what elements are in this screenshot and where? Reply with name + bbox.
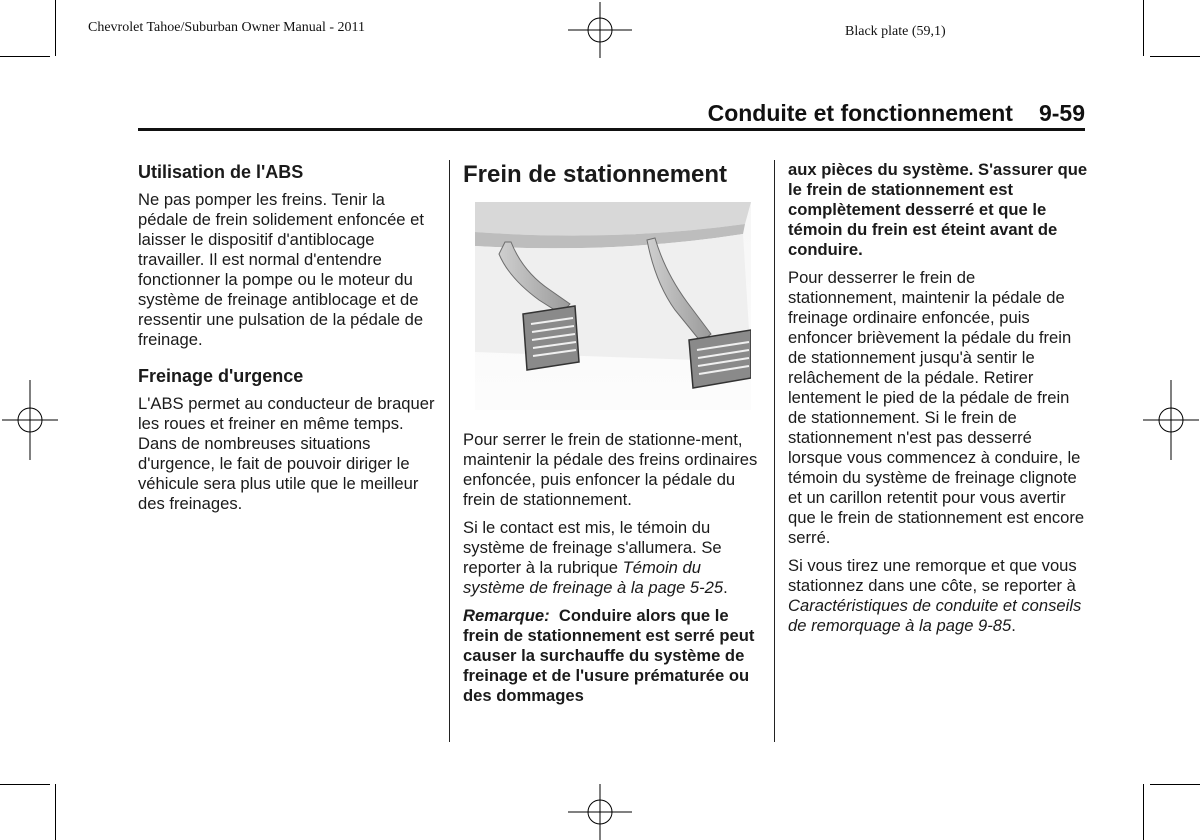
crop-mark [1143,784,1144,840]
paragraph-abs: Ne pas pomper les freins. Tenir la pédale de frein solidement enfoncée et laisser le dispositif d'antiblocage travailler. Il est normal d'entendre fonctionner la pompe ou le moteur du système de freinage antiblocage et de ressentir une pulsation de la pédale de freinage. [138,190,424,349]
header-rule [138,128,1085,131]
column-right [788,160,1088,644]
manual-title: Chevrolet Tahoe/Suburban Owner Manual - 2011 [88,20,366,35]
section-title: Conduite et fonctionnement [707,100,1013,126]
cross-reference-link: Témoin du système de freinage à la page 5-25 [463,558,724,597]
crop-mark [1150,56,1200,57]
page-number: 9-59 [1038,100,1085,126]
plate-info: Black plate (59,1) [845,24,946,39]
heading-emergency-braking: Freinage d'urgence [138,366,304,386]
crop-mark [1143,0,1144,56]
paragraph-notice-continued: aux pièces du système. S'assurer que le frein de stationnement est complètement desserré et que le témoin du frein est éteint avant de conduire. [788,160,1088,259]
paragraph-trailer: Si vous tirez une remorque et que vous stationnez dans une côte, se reporter à Caractéristiques de conduite et conseils de remorquage à la page 9-85. [788,556,1082,635]
registration-mark-icon [568,2,632,58]
paragraph-emergency-braking: L'ABS permet au conducteur de braquer les roues et freiner en même temps. Dans de nombreuses situations d'urgence, le fait de pouvoir diriger le véhicule sera plus utile que le meilleur des freinages. [138,394,435,513]
column-left [138,160,438,522]
heading-abs: Utilisation de l'ABS [138,162,304,182]
paragraph-apply-brake: Pour serrer le frein de stationne-ment, maintenir la pédale des freins ordinaires enfoncée, puis enfoncer la pédale du frein de stationnement. [463,430,758,509]
column-middle [463,160,763,714]
registration-mark-icon [1143,380,1199,460]
column-divider [449,160,450,742]
pedals-illustration [475,202,751,410]
heading-parking-brake: Frein de stationnement [463,161,728,188]
paragraph-ignition: Si le contact est mis, le témoin du système de freinage s'allumera. Se reporter à la rubrique Témoin du système de freinage à la page 5-25. [463,518,728,597]
crop-mark [0,784,50,785]
crop-mark [55,0,56,56]
paragraph-release-brake: Pour desserrer le frein de stationnement, maintenir la pédale de freinage ordinaire enfoncée, puis enfoncer brièvement la pédale du frein de stationnement jusqu'à sentir le relâchement de la pédale. Retirer lentement le pied de la pédale de frein de stationnement. Si le frein de stationnement n'est pas desserré lorsque vous commencez à conduire, le témoin du système de freinage clignote et un carillon retentit pour vous avertir que le frein de stationnement est encore serré. [788,268,1085,547]
notice-label: Remarque: [463,606,550,625]
running-head [138,100,1085,127]
paragraph-notice: Remarque: Conduire alors que le frein de stationnement est serré peut causer la surchauffe du système de freinage et de l'usure prématurée ou des dommages [463,606,755,705]
registration-mark-icon [568,784,632,840]
registration-mark-icon [2,380,58,460]
column-divider [774,160,775,742]
crop-mark [1150,784,1200,785]
crop-mark [0,56,50,57]
crop-mark [55,784,56,840]
cross-reference-link: Caractéristiques de conduite et conseils de remorquage à la page 9-85 [788,596,1082,635]
